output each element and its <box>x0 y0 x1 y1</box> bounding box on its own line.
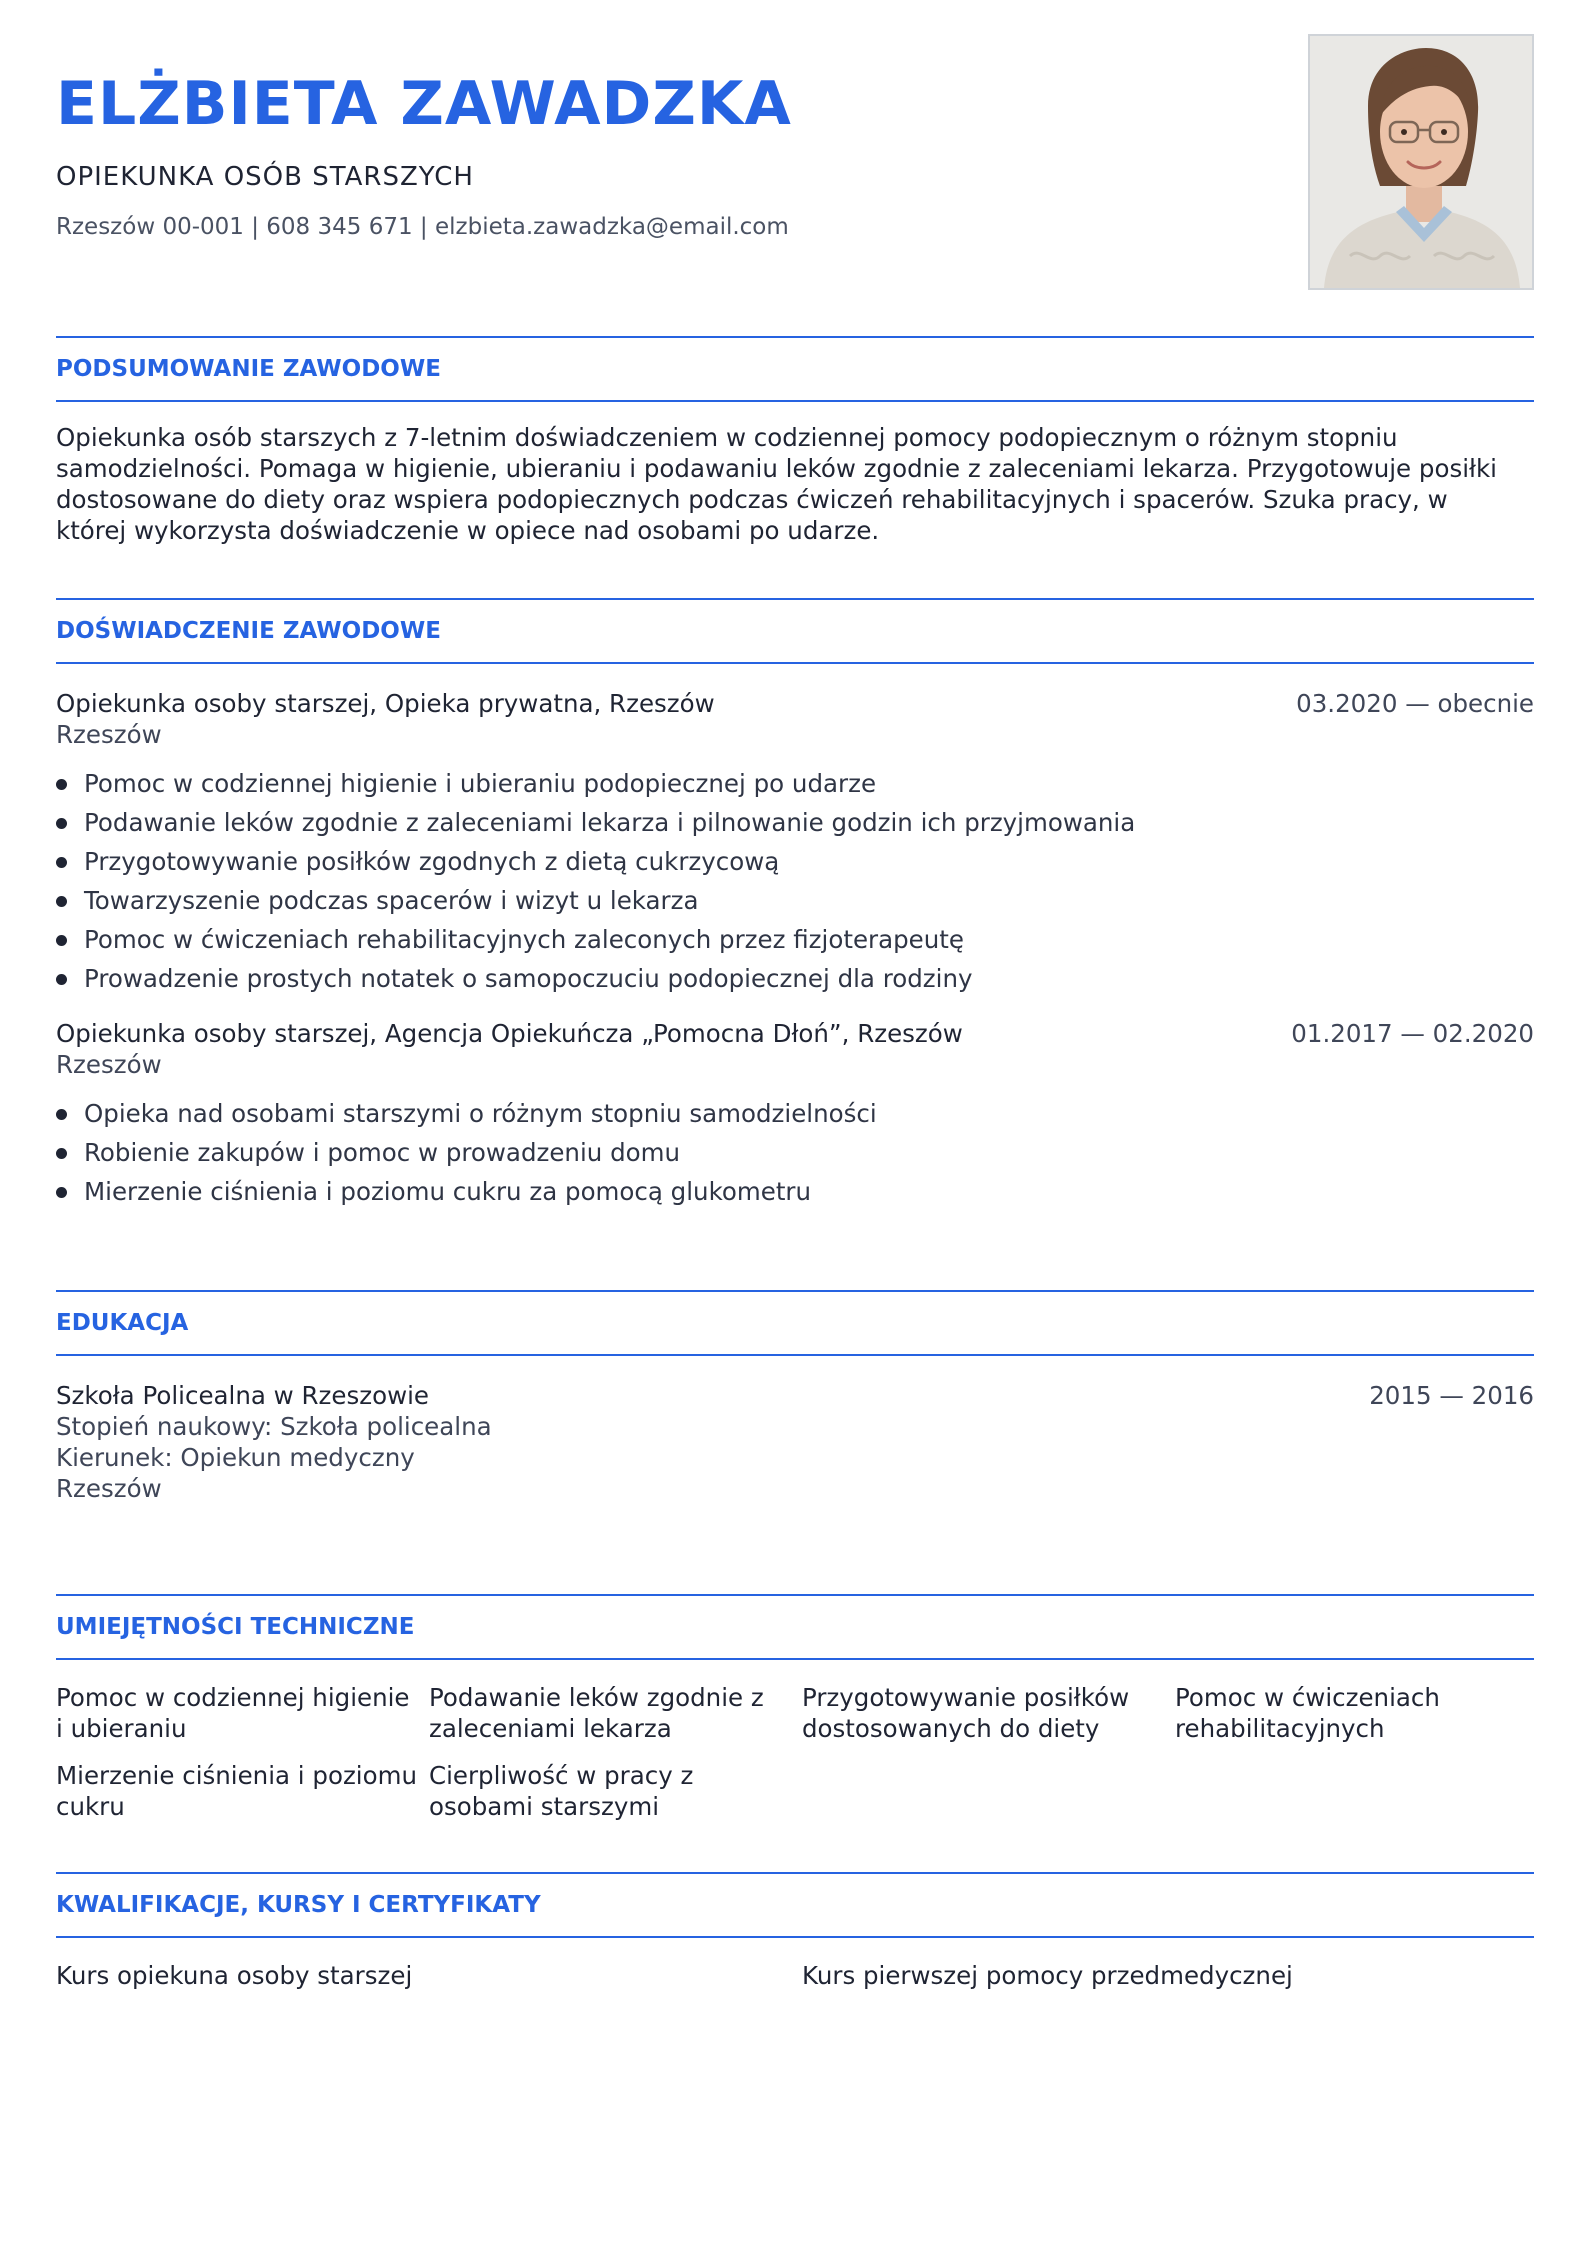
job-position: Opiekunka osoby starszej, Opieka prywatna, Rzeszów <box>56 689 715 718</box>
job-bullet: Robienie zakupów i pomoc w prowadzeniu domu <box>56 1133 1534 1172</box>
job-bullet: Towarzyszenie podczas spacerów i wizyt u lekarza <box>56 881 1534 920</box>
summary-text <box>56 422 1534 546</box>
certificates-list <box>56 1960 1534 1991</box>
skills-title: UMIEJĘTNOŚCI TECHNICZNE <box>56 1614 415 1640</box>
education-header <box>56 1290 1534 1356</box>
job-bullet: Przygotowywanie posiłków zgodnych z dietą cukrzycową <box>56 842 1534 881</box>
job-position: Opiekunka osoby starszej, Agencja Opiekuńcza „Pomocna Dłoń”, Rzeszów <box>56 1019 963 1048</box>
job-bullet: Pomoc w ćwiczeniach rehabilitacyjnych zaleconych przez fizjoterapeutę <box>56 920 1534 959</box>
summary-title: PODSUMOWANIE ZAWODOWE <box>56 356 441 382</box>
skill-item: Mierzenie ciśnienia i poziomu cukru <box>56 1761 417 1821</box>
skill-item: Cierpliwość w pracy z osobami starszymi <box>429 1761 694 1821</box>
education-section <box>56 1290 1534 1504</box>
education-degree: Stopień naukowy: Szkoła policealna <box>56 1412 492 1441</box>
experience-header <box>56 598 1534 664</box>
job-entry <box>56 1018 1534 1211</box>
certificates-header <box>56 1872 1534 1938</box>
job-bullets <box>56 764 1534 998</box>
certificates-section <box>56 1872 1534 1991</box>
job-bullet: Podawanie leków zgodnie z zaleceniami lekarza i pilnowanie godzin ich przyjmowania <box>56 803 1534 842</box>
summary-header <box>56 336 1534 402</box>
portrait-photo <box>1308 34 1534 290</box>
job-entry <box>56 688 1534 998</box>
summary-line: samodzielności. Pomaga w higienie, ubieraniu i podawaniu leków zgodnie z zaleceniami lekarza. Przygotowuje posiłki <box>56 454 1497 483</box>
experience-section <box>56 598 1534 1211</box>
job-dates: 01.2017 — 02.2020 <box>1291 1019 1534 1048</box>
skills-list <box>56 1682 1534 1822</box>
skills-header <box>56 1594 1534 1660</box>
experience-title: DOŚWIADCZENIE ZAWODOWE <box>56 618 441 644</box>
job-dates: 03.2020 — obecnie <box>1296 689 1534 718</box>
job-bullet: Pomoc w codziennej higienie i ubieraniu podopiecznej po udarze <box>56 764 1534 803</box>
skill-item: Pomoc w codziennej higienie i ubieraniu <box>56 1683 410 1743</box>
candidate-name: ELŻBIETA ZAWADZKA <box>56 69 792 139</box>
education-field: Kierunek: Opiekun medyczny <box>56 1443 415 1472</box>
education-location: Rzeszów <box>56 1474 162 1503</box>
job-bullets <box>56 1094 1534 1211</box>
job-bullet: Prowadzenie prostych notatek o samopoczuciu podopiecznej dla rodziny <box>56 959 1534 998</box>
certificates-title: KWALIFIKACJE, KURSY I CERTYFIKATY <box>56 1892 541 1918</box>
skill-item: Podawanie leków zgodnie z zaleceniami lekarza <box>429 1683 764 1743</box>
school-name: Szkoła Policealna w Rzeszowie <box>56 1381 429 1410</box>
job-location: Rzeszów <box>56 720 162 749</box>
summary-line: dostosowane do diety oraz wspiera podopiecznych podczas ćwiczeń rehabilitacyjnych i spacerów. Szuka pracy, w <box>56 485 1448 514</box>
contact-info: Rzeszów 00-001 | 608 345 671 | elzbieta.zawadzka@email.com <box>56 214 789 240</box>
job-bullet: Mierzenie ciśnienia i poziomu cukru za pomocą glukometru <box>56 1172 1534 1211</box>
skill-item: Przygotowywanie posiłków dostosowanych do diety <box>802 1683 1130 1743</box>
candidate-job-title: OPIEKUNKA OSÓB STARSZYCH <box>56 162 474 192</box>
summary-line: Opiekunka osób starszych z 7-letnim doświadczeniem w codziennej pomocy podopiecznym o różnym stopniu <box>56 423 1398 452</box>
skills-section <box>56 1594 1534 1822</box>
summary-section <box>56 336 1534 546</box>
skill-item: Pomoc w ćwiczeniach rehabilitacyjnych <box>1175 1683 1440 1743</box>
education-title: EDUKACJA <box>56 1310 189 1336</box>
job-bullet: Opieka nad osobami starszymi o różnym stopniu samodzielności <box>56 1094 1534 1133</box>
certificate-item: Kurs pierwszej pomocy przedmedycznej <box>802 1961 1293 1990</box>
education-dates: 2015 — 2016 <box>1369 1381 1534 1410</box>
certificate-item: Kurs opiekuna osoby starszej <box>56 1961 413 1990</box>
job-location: Rzeszów <box>56 1050 162 1079</box>
education-entry <box>56 1380 1534 1504</box>
summary-line: której wykorzysta doświadczenie w opiece nad osobami po udarze. <box>56 516 880 545</box>
